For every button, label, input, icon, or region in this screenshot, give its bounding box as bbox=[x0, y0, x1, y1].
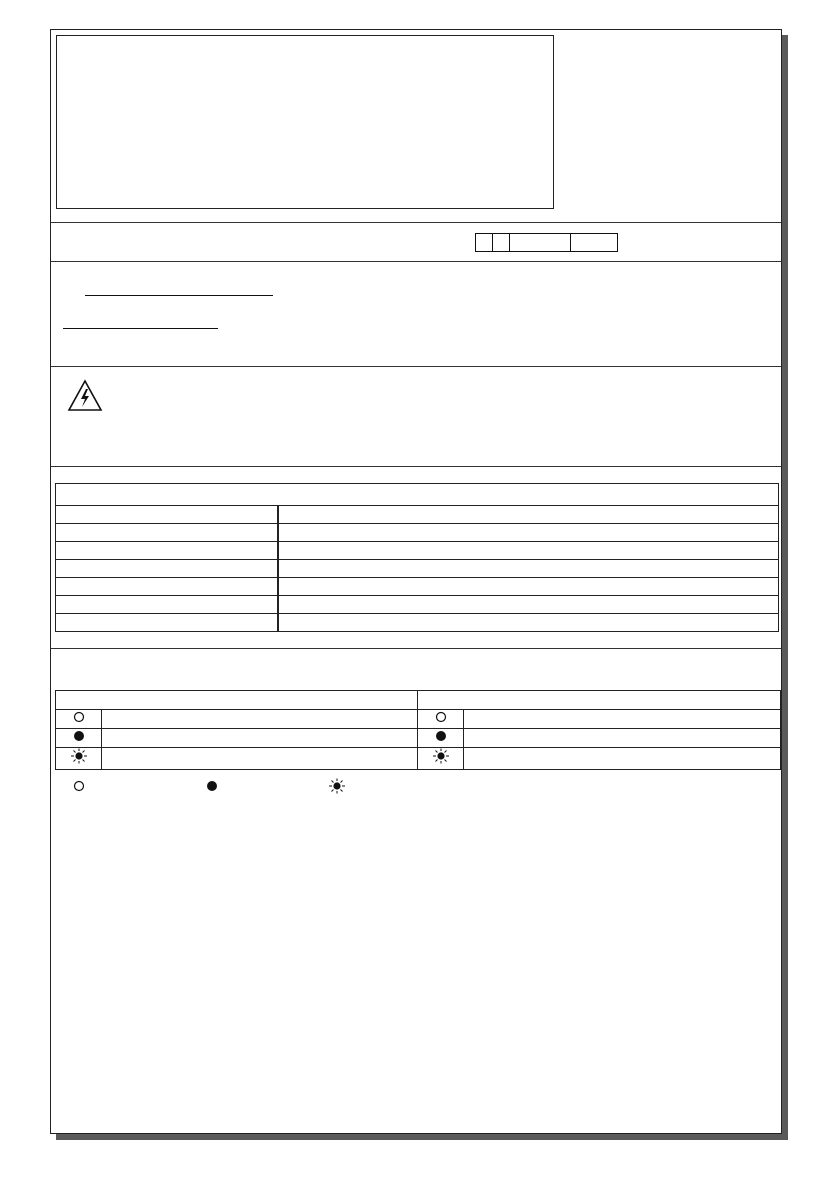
table-row bbox=[56, 542, 779, 560]
section-divider bbox=[51, 261, 781, 262]
table-row bbox=[56, 748, 781, 770]
table-row bbox=[56, 524, 779, 542]
spec-value bbox=[278, 506, 779, 524]
indicator-legend bbox=[73, 778, 373, 794]
underlined-field bbox=[85, 295, 273, 296]
indicator-text bbox=[464, 710, 781, 729]
spec-label bbox=[56, 578, 278, 596]
led-blinking-icon bbox=[418, 748, 464, 770]
section-divider bbox=[51, 466, 781, 467]
table-row bbox=[56, 506, 779, 524]
specs-table-header bbox=[56, 484, 779, 506]
indicator-text bbox=[464, 748, 781, 770]
table-row bbox=[56, 560, 779, 578]
table-row bbox=[56, 710, 781, 729]
model-code-cell bbox=[475, 233, 493, 252]
led-on-icon bbox=[418, 729, 464, 748]
model-code-cell bbox=[509, 233, 571, 252]
spec-value bbox=[278, 596, 779, 614]
spec-value bbox=[278, 542, 779, 560]
indicator-text bbox=[102, 748, 418, 770]
led-on-icon bbox=[204, 778, 220, 794]
indicator-text bbox=[464, 729, 781, 748]
indicator-column-header bbox=[418, 691, 781, 710]
indicator-table bbox=[55, 690, 781, 770]
spec-label bbox=[56, 542, 278, 560]
underlined-field bbox=[63, 328, 218, 329]
model-code-cell bbox=[492, 233, 510, 252]
header-title-box bbox=[56, 35, 554, 209]
led-blinking-icon bbox=[328, 778, 346, 794]
indicator-text bbox=[102, 729, 418, 748]
model-code-cell bbox=[570, 233, 618, 252]
model-code-boxes bbox=[476, 233, 618, 252]
table-row bbox=[56, 578, 779, 596]
spec-label bbox=[56, 614, 278, 632]
indicator-text bbox=[102, 710, 418, 729]
table-row bbox=[56, 729, 781, 748]
table-row bbox=[56, 596, 779, 614]
document-page bbox=[50, 29, 782, 1134]
led-off-icon bbox=[418, 710, 464, 729]
indicator-table-header-row bbox=[56, 691, 781, 710]
spec-value bbox=[278, 560, 779, 578]
spec-label bbox=[56, 560, 278, 578]
led-blinking-icon bbox=[56, 748, 102, 770]
spec-label bbox=[56, 506, 278, 524]
section-divider bbox=[51, 648, 781, 649]
specs-table-header-row bbox=[56, 484, 779, 506]
section-divider bbox=[51, 366, 781, 367]
spec-label bbox=[56, 524, 278, 542]
led-off-icon bbox=[73, 778, 89, 794]
led-on-icon bbox=[56, 729, 102, 748]
table-row bbox=[56, 614, 779, 632]
spec-label bbox=[56, 596, 278, 614]
indicator-column-header bbox=[56, 691, 418, 710]
section-divider bbox=[51, 222, 781, 223]
spec-value bbox=[278, 524, 779, 542]
spec-value bbox=[278, 614, 779, 632]
led-off-icon bbox=[56, 710, 102, 729]
spec-value bbox=[278, 578, 779, 596]
specs-table bbox=[55, 483, 779, 632]
electric-shock-warning-icon bbox=[67, 379, 103, 413]
